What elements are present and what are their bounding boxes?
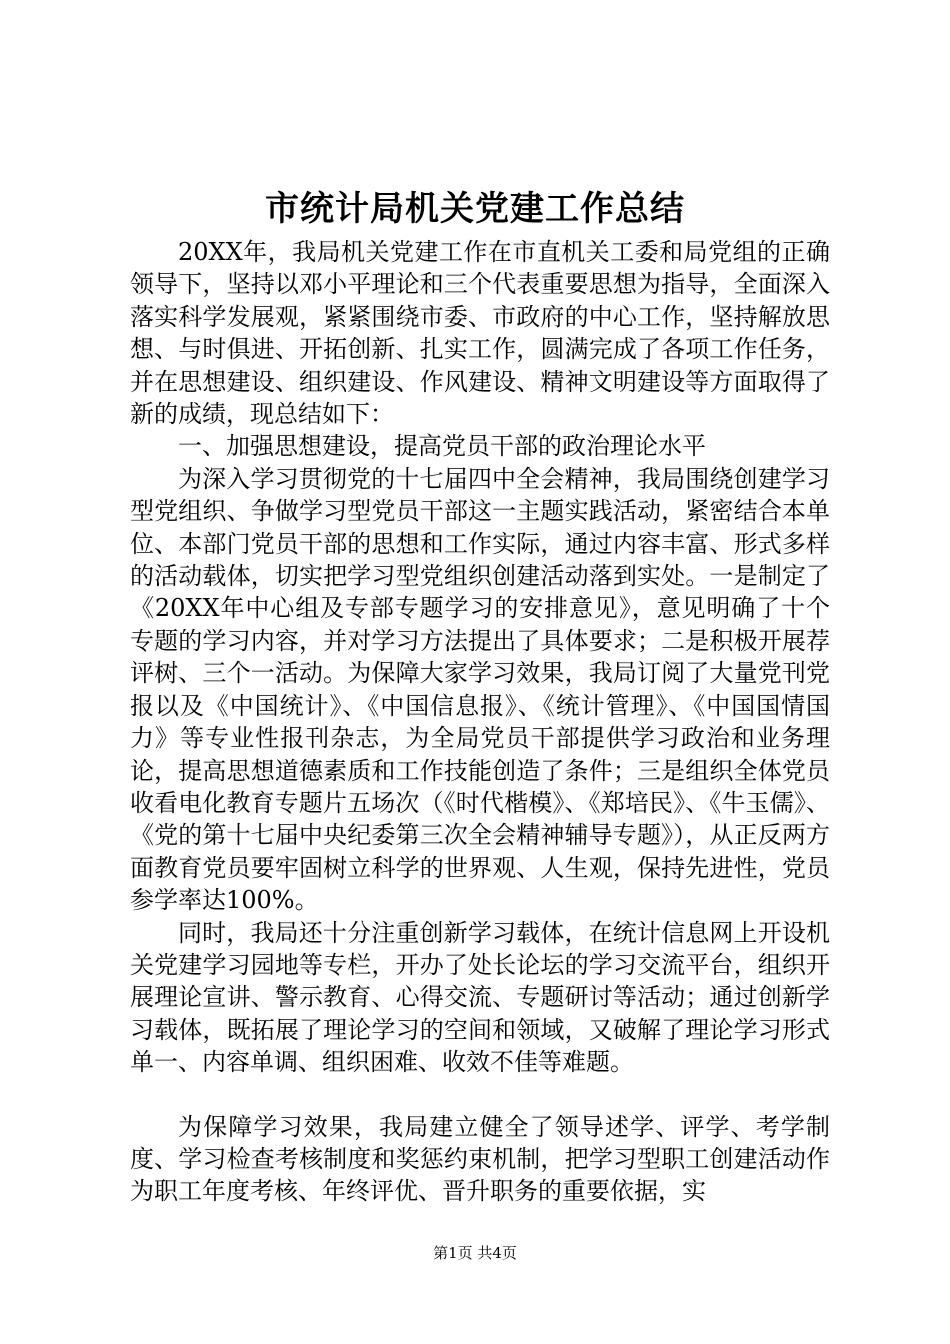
section-heading-1: 一、加强思想建设，提高党员干部的政治理论水平 xyxy=(178,432,706,461)
document-body xyxy=(130,236,830,1208)
paragraph-study-activities: 为深入学习贯彻党的十七届四中全会精神，我局围绕创建学习型党组织、争做学习型党员干部这一主题实践活动，紧密结合本单位、本部门党员干部的思想和工作实际，通过内容丰富、形式多样的活动载体，切实把学习型党组织创建活动落到实处。一是制定了《20XX年中心组及专部专题学习的安排意见》，意见明确了十个专题的学习内容，并对学习方法提出了具体要求；二是积极开展荐评树、三个一活动。为保障大家学习效果，我局订阅了大量党刊党报以及《中国统计》、《中国信息报》、《统计管理》、《中国国情国力》等专业性报刊杂志，为全局党员干部提供学习政治和业务理论，提高思想道德素质和工作技能创造了条件；三是组织全体党员收看电化教育专题片五场次（《时代楷模》、《郑培民》、《牛玉儒》、《党的第十七届中央纪委第三次全会精神辅导专题》），从正反两方面教育党员要牢固树立科学的世界观、人生观，保持先进性，党员参学率达100%。 xyxy=(130,464,830,915)
document-title: 市统计局机关党建工作总结 xyxy=(265,189,685,229)
paragraph-intro: 20XX年，我局机关党建工作在市直机关工委和局党组的正确领导下，坚持以邓小平理论和三个代表重要思想为指导，全面深入落实科学发展观，紧紧围绕市委、市政府的中心工作，坚持解放思想、与时俱进、开拓创新、扎实工作，圆满完成了各项工作任务，并在思想建设、组织建设、作风建设、精神文明建设等方面取得了新的成绩，现总结如下： xyxy=(130,238,830,429)
paragraph-guarantee: 为保障学习效果，我局建立健全了领导述学、评学、考学制度、学习检查考核制度和奖惩约束机制，把学习型职工创建活动作为职工年度考核、年终评优、晋升职务的重要依据，实 xyxy=(130,1112,830,1206)
paragraph-innovation: 同时，我局还十分注重创新学习载体，在统计信息网上开设机关党建学习园地等专栏，开办了处长论坛的学习交流平台，组织开展理论宣讲、警示教育、心得交流、专题研讨等活动；通过创新学习载体，既拓展了理论学习的空间和领域，又破解了理论学习形式单一、内容单调、组织困难、收效不佳等难题。 xyxy=(130,918,830,1077)
page-footer: 第1页 共4页 xyxy=(433,1244,517,1262)
